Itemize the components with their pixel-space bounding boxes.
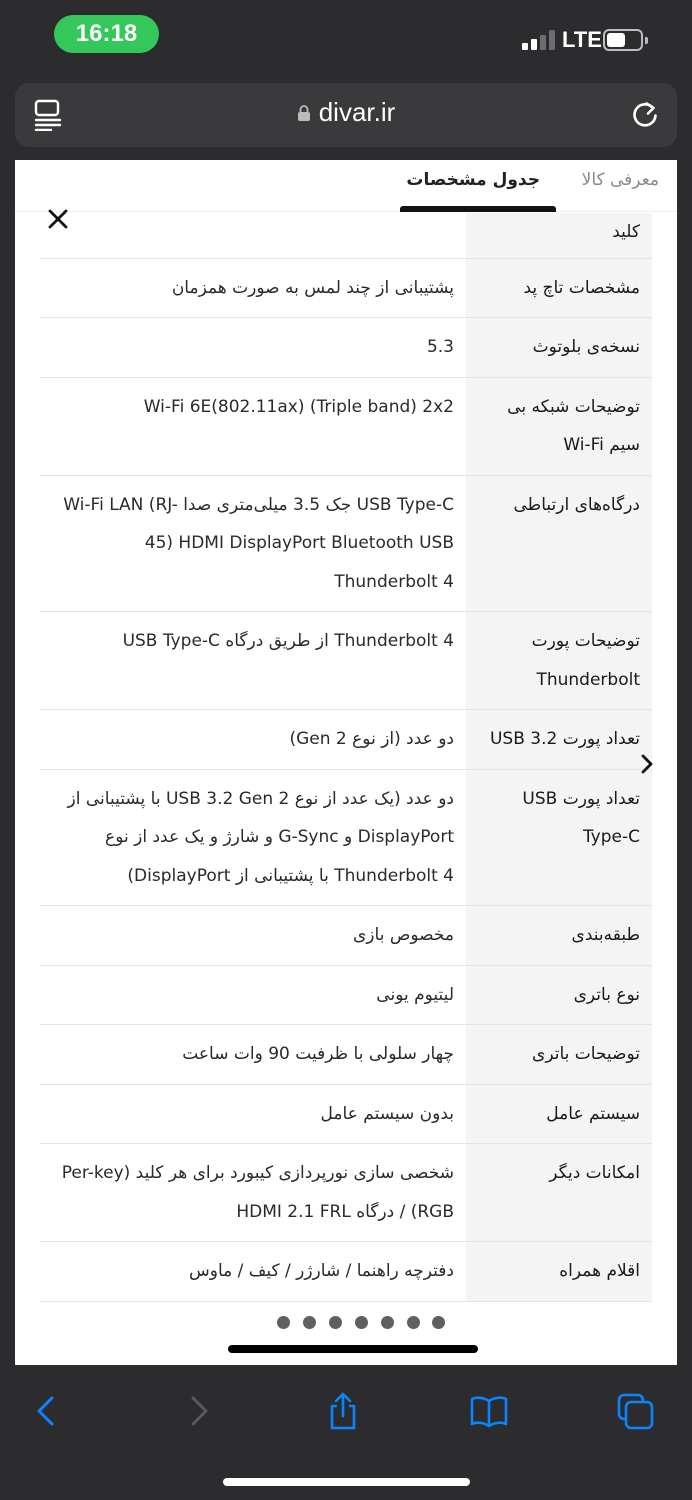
carousel-dot[interactable] [303,1316,316,1329]
spec-value: 5.3 [426,337,454,357]
spec-value: چهار سلولی با ظرفیت 90 وات ساعت [182,1044,454,1064]
spec-key: تعداد پورت USB 3.2 [466,710,652,769]
carousel-dots [275,1316,445,1330]
spec-key: کلید [466,213,652,258]
spec-row [40,1085,652,1145]
spec-value: Wi-Fi 6E(802.11ax) (Triple band) 2x2 [143,396,454,417]
spec-value: پشتیبانی از چند لمس به صورت همزمان [171,277,454,298]
share-icon[interactable] [323,1391,363,1431]
spec-value: بدون سیستم عامل [320,1103,454,1124]
carousel-dot[interactable] [407,1316,420,1329]
lock-icon [297,104,311,122]
spec-row [40,710,652,770]
chevron-left-icon[interactable] [27,1391,67,1431]
spec-row [40,378,652,476]
spec-row [40,476,652,613]
spec-key: اقلام همراه [466,1242,652,1301]
active-tab-indicator [400,206,556,212]
spec-key: توضیحات باتری [466,1025,652,1084]
tab-specs[interactable]: جدول مشخصات [406,170,540,190]
spec-row [40,1144,652,1242]
status-bar [0,0,692,80]
url-text: divar.ir [318,97,396,127]
spec-row [40,612,652,710]
chevron-right-icon[interactable] [632,742,662,786]
spec-key: توضیحات شبکه بی سیم Wi-Fi [466,378,652,475]
signal-icon [522,30,556,50]
spec-key: امکانات دیگر [466,1144,652,1241]
spec-key: تعداد پورت USB Type-C [466,770,652,906]
spec-row [40,906,652,966]
spec-value: دفترچه راهنما / شارژر / کیف / ماوس [189,1261,454,1281]
chevron-right-icon[interactable] [178,1391,218,1431]
spec-row [40,770,652,907]
tab-intro[interactable]: معرفی کالا [581,170,659,190]
url-display[interactable] [15,97,677,128]
spec-key: سیستم عامل [466,1085,652,1144]
spec-key: مشخصات تاچ پد [466,259,652,318]
spec-key: طبقه‌بندی [466,906,652,965]
carousel-dot[interactable] [381,1316,394,1329]
spec-value: دو عدد (یک عدد از نوع USB 3.2 Gen 2 با پشتیبانی از DisplayPort و G-Sync و شارژ و یک عدد از نوع Thunderbolt 4 با پشتیبانی از DisplayPort) [67,788,454,886]
carousel-dot[interactable] [432,1316,445,1329]
web-page [15,160,677,1365]
spec-row [40,1025,652,1085]
spec-value: لیتیوم یونی [376,984,454,1005]
spec-key: نسخه‌ی بلوتوث [466,318,652,377]
spec-value: شخصی سازی نورپردازی کیبورد برای هر کلید (Per-key RGB) / درگاه HDMI 2.1 FRL [61,1163,454,1222]
status-time: 16:18 [54,15,159,53]
spec-key: درگاه‌های ارتباطی [466,476,652,612]
carousel-dot[interactable] [329,1316,342,1329]
spec-row [40,1242,652,1302]
tabs-icon[interactable] [615,1391,655,1431]
carousel-dot[interactable] [277,1316,290,1329]
reload-icon[interactable] [629,99,661,131]
sheet-handle [228,1345,478,1353]
spec-row [40,259,652,319]
spec-value: دو عدد (از نوع Gen 2) [289,729,454,749]
home-indicator [223,1478,470,1486]
spec-value: مخصوص بازی [353,925,454,945]
carousel-dot[interactable] [355,1316,368,1329]
book-icon[interactable] [469,1391,509,1431]
tab-bar [15,160,677,212]
spec-key: توضیحات پورت Thunderbolt [466,612,652,709]
spec-value [40,213,466,258]
spec-row [40,318,652,378]
spec-value: Thunderbolt 4 از طریق درگاه USB Type-C [122,631,454,651]
spec-row [40,966,652,1026]
spec-key: نوع باتری [466,966,652,1025]
specs-table [40,213,652,1302]
address-bar[interactable] [15,83,677,147]
spec-row [40,213,652,259]
network-label: LTE [562,27,602,52]
battery-icon [603,29,643,51]
spec-value: USB Type-C جک 3.5 میلی‌متری صدا Wi-Fi LAN (RJ-45) HDMI DisplayPort Bluetooth USB Thunderbolt 4 [63,494,454,592]
